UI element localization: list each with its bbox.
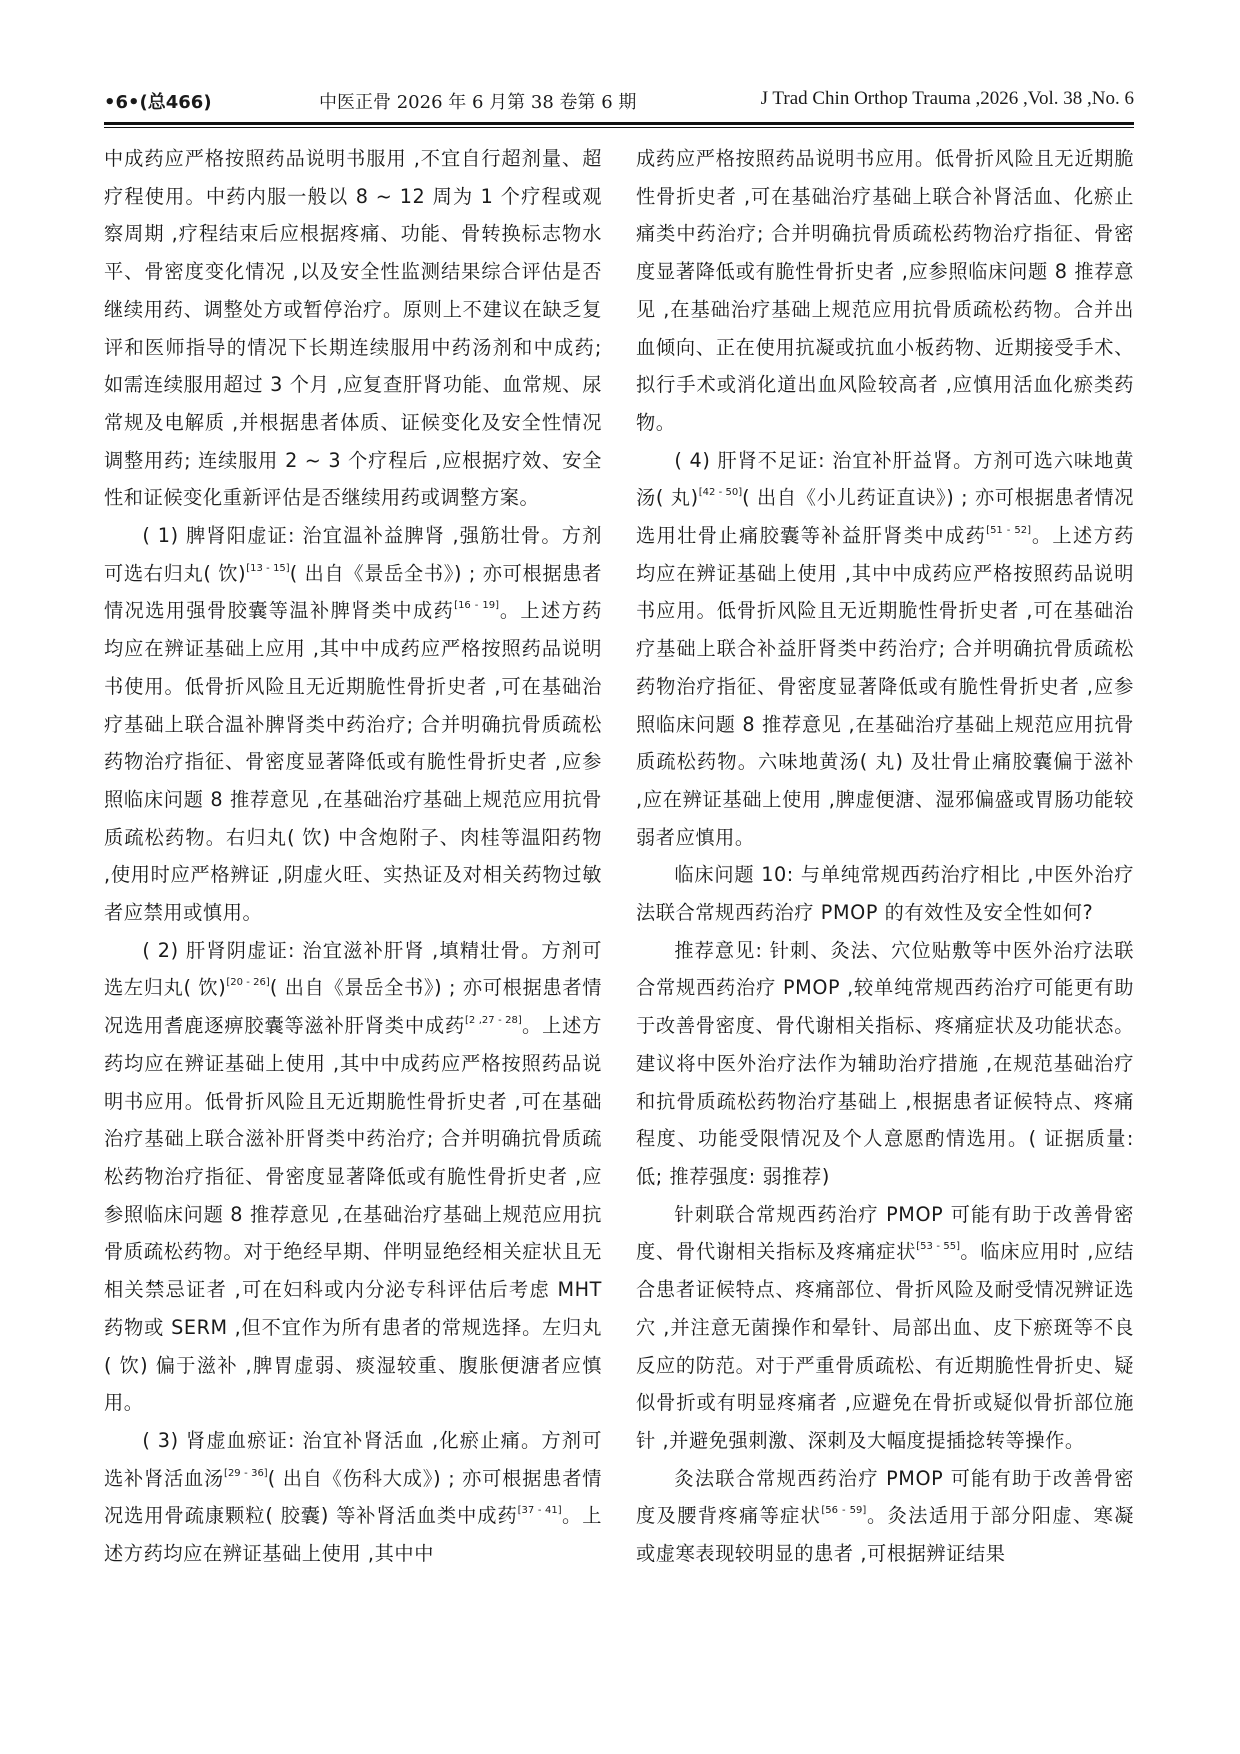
header-rule-thick xyxy=(104,122,1134,125)
paragraph: ( 1) 脾肾阳虚证: 治宜温补益脾肾 ,强筋壮骨。方剂可选右归丸( 饮)[13 - 15]( 出自《景岳全书》) ; 亦可根据患者情况选用强骨胶囊等温补脾肾类中成药[16 - 19]。上述方药均应在辨证基础上应用 ,其中中成药应严格按照药品说明书使用。低骨折风险且无近期脆性骨折史者 ,可在基础治疗基础上联合温补脾肾类中药治疗; 合并明确抗骨质疏松药物治疗指征、骨密度显著降低或有脆性骨折史者 ,应参照临床问题 8 推荐意见 ,在基础治疗基础上规范应用抗骨质疏松药物。右归丸( 饮) 中含炮附子、肉桂等温阳药物 ,使用时应严格辨证 ,阴虚火旺、实热证及对相关药物过敏者应禁用或慎用。 xyxy=(104,524,603,925)
right-column xyxy=(636,140,1134,1573)
journal-title-en: J Trad Chin Orthop Trauma ,2026 ,Vol. 38 ,No. 6 xyxy=(760,88,1134,109)
left-column xyxy=(104,140,602,1573)
journal-title-cn: 中医正骨 2026 年 6 月第 38 卷第 6 期 xyxy=(319,92,637,113)
citation: [13 - 15] xyxy=(246,562,290,574)
citation: [2 ,27 - 28] xyxy=(465,1015,522,1027)
paragraph: 中成药应严格按照药品说明书服用 ,不宜自行超剂量、超疗程使用。中药内服一般以 8 ~ 12 周为 1 个疗程或观察周期 ,疗程结束后应根据疼痛、功能、骨转换标志物水平、骨密度变化情况 ,以及安全性监测结果综合评估是否继续用药、调整处方或暂停治疗。原则上不建议在缺乏复评和医师指导的情况下长期连续服用中药汤剂和中成药; 如需连续服用超过 3 个月 ,应复查肝肾功能、血常规、尿常规及电解质 ,并根据患者体质、证候变化及安全性情况调整用药; 连续服用 2 ~ 3 个疗程后 ,应根据疗效、安全性和证候变化重新评估是否继续用药或调整方案。 xyxy=(104,147,602,510)
paragraph: ( 4) 肝肾不足证: 治宜补肝益肾。方剂可选六味地黄汤( 丸)[42 - 50]( 出自《小儿药证直诀》) ; 亦可根据患者情况选用壮骨止痛胶囊等补益肝肾类中成药[51 - 52]。上述方药均应在辨证基础上使用 ,其中中成药应严格按照药品说明书应用。低骨折风险且无近期脆性骨折史者 ,可在基础治疗基础上联合补益肝肾类中药治疗; 合并明确抗骨质疏松药物治疗指征、骨密度显著降低或有脆性骨折史者 ,应参照临床问题 8 推荐意见 ,在基础治疗基础上规范应用抗骨质疏松药物。六味地黄汤( 丸) 及壮骨止痛胶囊偏于滋补 ,应在辨证基础上使用 ,脾虚便溏、湿邪偏盛或胃肠功能较弱者应慎用。 xyxy=(636,448,1135,849)
citation: [20 - 26] xyxy=(226,977,270,989)
citation: [42 - 50] xyxy=(698,487,743,499)
citation: [56 - 59] xyxy=(821,1505,867,1517)
running-header xyxy=(104,86,1134,120)
citation: [51 - 52] xyxy=(986,525,1032,537)
paragraph: ( 2) 肝肾阴虚证: 治宜滋补肝肾 ,填精壮骨。方剂可选左归丸( 饮)[20 - 26]( 出自《景岳全书》) ; 亦可根据患者情况选用耆鹿逐痹胶囊等滋补肝肾类中成药[2 ,27 - 28]。上述方药均应在辨证基础上使用 ,其中中成药应严格按照药品说明书应用。低骨折风险且无近期脆性骨折史者 ,可在基础治疗基础上联合滋补肝肾类中药治疗; 合并明确抗骨质疏松药物治疗指征、骨密度显著降低或有脆性骨折史者 ,应参照临床问题 8 推荐意见 ,在基础治疗基础上规范应用抗骨质疏松药物。对于绝经早期、伴明显绝经相关症状且无相关禁忌证者 ,可在妇科或内分泌专科评估后考虑 MHT 药物或 SERM ,但不宜作为所有患者的常规选择。左归丸( 饮) 偏于滋补 ,脾胃虚弱、痰湿较重、腹胀便溏者应慎用。 xyxy=(104,938,603,1415)
recommendation: 推荐意见: 针刺、灸法、穴位贴敷等中医外治疗法联合常规西药治疗 PMOP ,较单纯常规西药治疗可能更有助于改善骨密度、骨代谢相关指标、疼痛症状及功能状态。建议将中医外治疗法作为辅助治疗措施 ,在规范基础治疗和抗骨质疏松药物治疗基础上 ,根据患者证候特点、疼痛程度、功能受限情况及个人意愿酌情选用。( 证据质量: 低; 推荐强度: 弱推荐) xyxy=(636,938,1134,1188)
paragraph: 成药应严格按照药品说明书应用。低骨折风险且无近期脆性骨折史者 ,可在基础治疗基础上联合补肾活血、化瘀止痛类中药治疗; 合并明确抗骨质疏松药物治疗指征、骨密度显著降低或有脆性骨折史者 ,应参照临床问题 8 推荐意见 ,在基础治疗基础上规范应用抗骨质疏松药物。合并出血倾向、正在使用抗凝或抗血小板药物、近期接受手术、拟行手术或消化道出血风险较高者 ,应慎用活血化瘀类药物。 xyxy=(636,147,1134,434)
paragraph: 灸法联合常规西药治疗 PMOP 可能有助于改善骨密度及腰背疼痛等症状[56 - 59]。灸法适用于部分阳虚、寒凝或虚寒表现较明显的患者 ,可根据辨证结果 xyxy=(636,1466,1134,1566)
page-number: •6•(总466) xyxy=(104,92,212,113)
paragraph: ( 3) 肾虚血瘀证: 治宜补肾活血 ,化瘀止痛。方剂可选补肾活血汤[29 - 36]( 出自《伤科大成》) ; 亦可根据患者情况选用骨疏康颗粒( 胶囊) 等补肾活血类中成药[37 - 41]。上述方药均应在辨证基础上使用 ,其中中 xyxy=(104,1428,603,1566)
citation: [37 - 41] xyxy=(517,1505,562,1517)
citation: [16 - 19] xyxy=(454,600,500,612)
citation: [53 - 55] xyxy=(916,1241,960,1253)
clinical-question: 临床问题 10: 与单纯常规西药治疗相比 ,中医外治疗法联合常规西药治疗 PMOP 的有效性及安全性如何? xyxy=(636,863,1134,925)
paragraph: 针刺联合常规西药治疗 PMOP 可能有助于改善骨密度、骨代谢相关指标及疼痛症状[53 - 55]。临床应用时 ,应结合患者证候特点、疼痛部位、骨折风险及耐受情况辨证选穴 ,并注意无菌操作和晕针、局部出血、皮下瘀斑等不良反应的防范。对于严重骨质疏松、有近期脆性骨折史、疑似骨折或有明显疼痛者 ,应避免在骨折或疑似骨折部位施针 ,并避免强刺激、深刺及大幅度提插捻转等操作。 xyxy=(636,1202,1134,1452)
header-rule-thin xyxy=(104,127,1134,128)
citation: [29 - 36] xyxy=(224,1467,268,1479)
